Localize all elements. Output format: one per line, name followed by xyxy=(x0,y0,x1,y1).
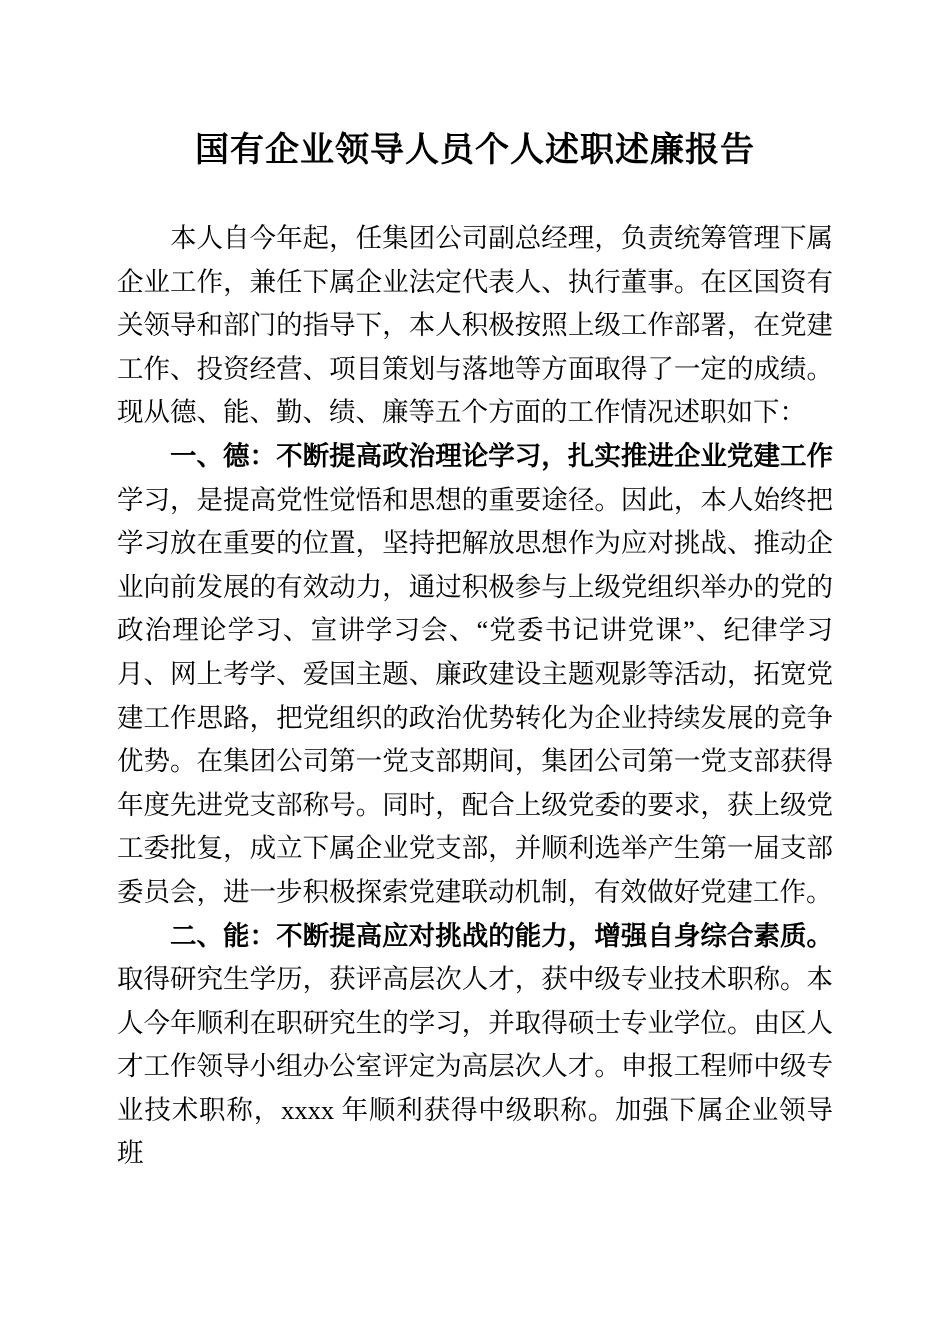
paragraph-section-1 xyxy=(117,435,833,915)
document-title: 国有企业领导人员个人述职述廉报告 xyxy=(195,131,755,169)
section-2-text: 取得研究生学历，获评高层次人才，获中级专业技术职称。本人今年顺利在职研究生的学习，并取得硕士专业学位。由区人才工作领导小组办公室评定为高层次人才。申报工程师中级专业技术职称，xxxx 年顺利获得中级职称。加强下属企业领导班 xyxy=(117,964,833,1169)
section-1-text: 学习，是提高党性觉悟和思想的重要途径。因此，本人始终把学习放在重要的位置，坚持把解放思想作为应对挑战、推动企业向前发展的有效动力，通过积极参与上级党组织举办的党的政治理论学习、宣讲学习会、“党委书记讲党课”、纪律学习月、网上考学、爱国主题、廉政建设主题观影等活动，拓宽党建工作思路，把党组织的政治优势转化为企业持续发展的竞争优势。在集团公司第一党支部期间，集团公司第一党支部获得年度先进党支部称号。同时，配合上级党委的要求，获上级党工委批复，成立下属企业党支部，并顺利选举产生第一届支部委员会，进一步积极探索党建联动机制，有效做好党建工作。 xyxy=(117,484,833,907)
paragraph-intro-text: 本人自今年起，任集团公司副总经理，负责统筹管理下属企业工作，兼任下属企业法定代表人、执行董事。在区国资有关领导和部门的指导下，本人积极按照上级工作部署，在党建工作、投资经营、项目策划与落地等方面取得了一定的成绩。现从德、能、勤、绩、廉等五个方面的工作情况述职如下： xyxy=(117,223,833,428)
section-2-heading: 二、能：不断提高应对挑战的能力，增强自身综合素质。 xyxy=(170,920,833,951)
paragraph-section-2 xyxy=(117,915,833,1177)
paragraph-intro xyxy=(117,217,833,435)
section-1-heading: 一、德：不断提高政治理论学习，扎实推进企业党建工作 xyxy=(170,440,833,471)
